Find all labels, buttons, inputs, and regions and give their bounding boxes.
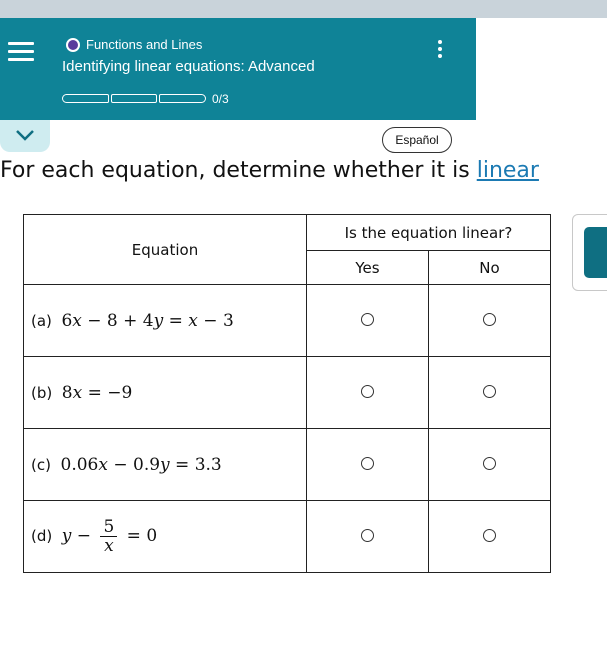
table-row [24, 429, 551, 501]
equation-cell [24, 501, 307, 573]
progress-count: 0/3 [212, 92, 229, 106]
topic-dot-icon [66, 38, 80, 52]
table-row [24, 501, 551, 573]
row-label: (b) [31, 383, 53, 402]
progress-segment [111, 94, 158, 103]
equation-table [23, 214, 551, 573]
hamburger-menu-icon[interactable] [8, 42, 34, 62]
header-bar [0, 18, 476, 120]
espanol-button[interactable]: Español [382, 127, 452, 153]
equation-cell [24, 429, 307, 501]
topic-label: Functions and Lines [86, 37, 203, 52]
equation-cell [24, 285, 307, 357]
row-label: (d) [31, 527, 53, 545]
table-row [24, 357, 551, 429]
equation-cell [24, 357, 307, 429]
no-radio[interactable] [483, 529, 496, 542]
chevron-down-icon [15, 128, 35, 142]
row-label: (a) [31, 311, 52, 330]
linear-header: Is the equation linear? [307, 215, 551, 251]
no-radio[interactable] [483, 313, 496, 326]
header-right-panel [476, 18, 607, 120]
equation-math: 0.06x − 0.9y = 3.3 [60, 454, 222, 475]
yes-radio[interactable] [361, 529, 374, 542]
yes-radio[interactable] [361, 313, 374, 326]
kebab-menu-icon[interactable] [429, 38, 451, 60]
page-title: Identifying linear equations: Advanced [62, 58, 315, 75]
top-strip [0, 0, 607, 18]
yes-radio[interactable] [361, 457, 374, 470]
progress-bar [62, 94, 206, 104]
equation-math: 6x − 8 + 4y = x − 3 [61, 310, 234, 331]
row-label: (c) [31, 455, 51, 474]
prompt-text: For each equation, determine whether it is [0, 158, 477, 183]
linear-definition-link[interactable]: linear [476, 158, 539, 183]
no-header: No [429, 251, 551, 285]
equation-math: 8x = −9 [61, 382, 133, 403]
collapse-tab[interactable] [0, 120, 50, 152]
no-radio[interactable] [483, 385, 496, 398]
equation-header: Equation [24, 215, 307, 285]
question-prompt [0, 158, 539, 183]
yes-header: Yes [307, 251, 429, 285]
progress-segment [159, 94, 206, 103]
progress-segment [62, 94, 109, 103]
side-action-button[interactable] [584, 227, 607, 278]
yes-radio[interactable] [361, 385, 374, 398]
table-row [24, 285, 551, 357]
equation-math: y − $\frac{5}{x}$ = 0 [61, 517, 158, 556]
no-radio[interactable] [483, 457, 496, 470]
